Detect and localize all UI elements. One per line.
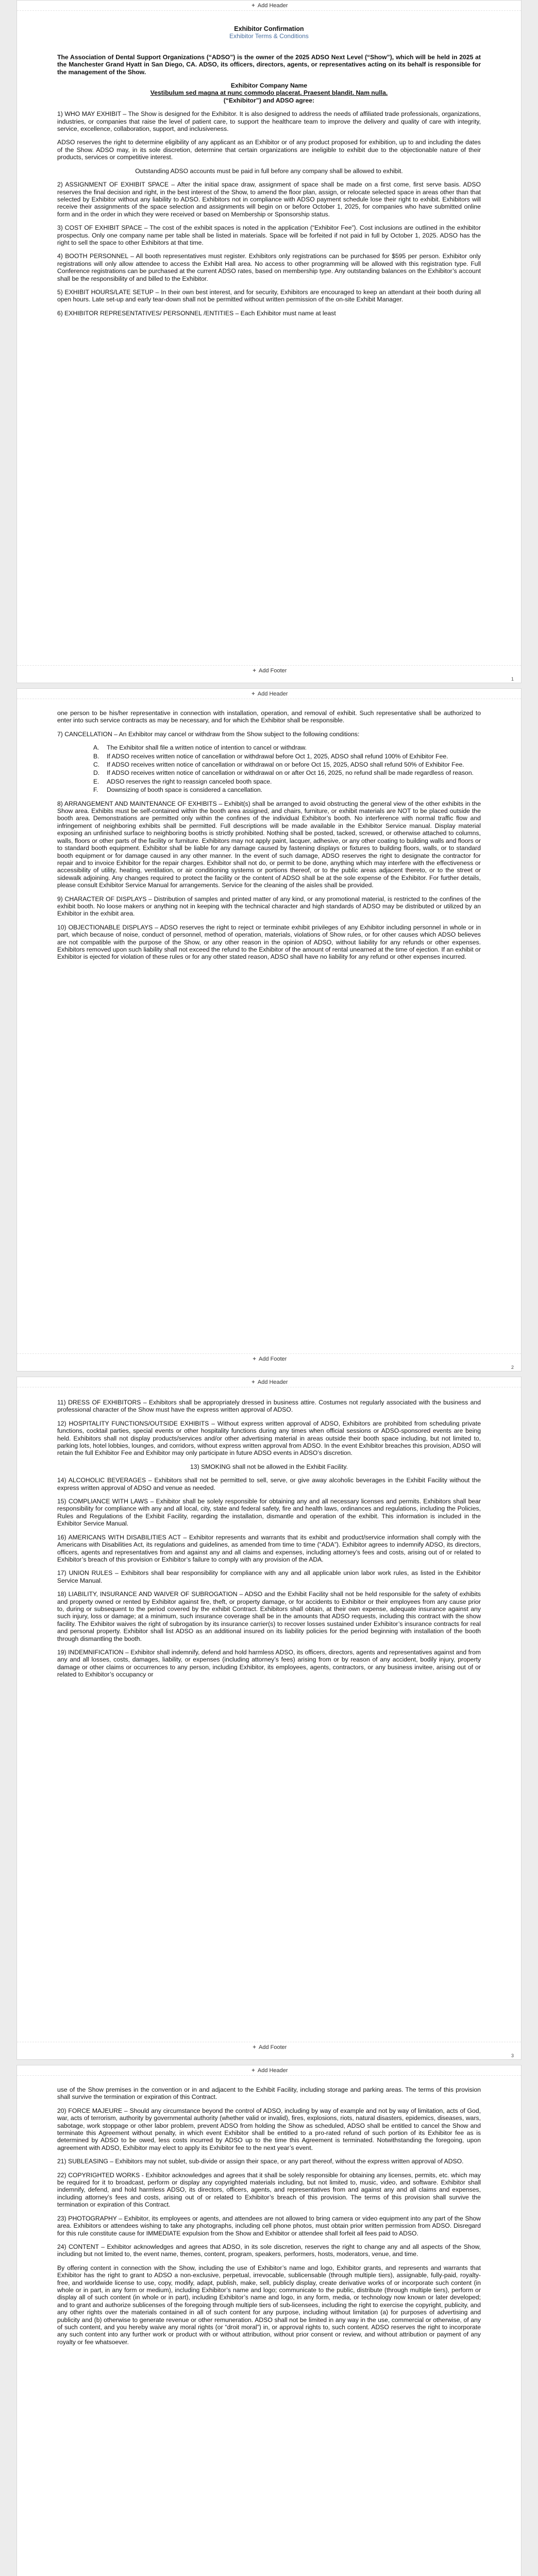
clause-22: 22) COPYRIGHTED WORKS - Exhibitor acknowledges and agrees that it shall be solely responsible for obtaining any licenses, permits, etc. which may be required for it to broadcast, perform or display any copyrighted materials including, but not limited to, music, video, and software. Exhibitor shall indemnify, defend, and hold harmless ADSO, its directors, officers, agents, and representatives from and against any and all claims and expenses, including attorney’s fees and costs, arising out of or related to Exhibitor’s breach of this provision. The terms of this provision shall survive the termination or expiration of this Contract. <box>57 2171 481 2209</box>
clause-16: 16) AMERICANS WITH DISABILITIES ACT – Exhibitor represents and warrants that its exhibit and product/service information shall comply with the Americans with Disabilities Act, its regulations and guidelines, as amended from time to time (“ADA”). Exhibitor agrees to indemnify ADSO, its directors, officers, agents and representatives from and against any and all claims and expenses, including attorney’s fees and costs, arising out of or related to Exhibitor’s breach of this provision or Exhibitor’s failure to comply with any provision of the ADA. <box>57 1533 481 1563</box>
clause-10: 10) OBJECTIONABLE DISPLAYS – ADSO reserves the right to reject or terminate exhibit privileges of any Exhibitor including personnel in whole or in part, which because of noise, conduct of personnel, method of operation, materials, violations of Show rules, or for other causes which ADSO believes are not compatible with the purpose of the Show, or any other reason in the opinion of ADSO, without liability for any refunds or other expenses. Exhibitors removed upon such liability shall not exceed the refund to the Exhibitor of the amount of rental unearned at the time of ejection. If an exhibit or Exhibitor is ejected for violation of these rules or for any other stated reason, ADSO shall have no liability for any refund or other expenses incurred. <box>57 923 481 961</box>
plus-icon: + <box>253 668 256 674</box>
clause-19b: use of the Show premises in the convention or in and adjacent to the Exhibit Facility, including storage and parking areas. The terms of this provision shall survive the termination or expiration of this Contract. <box>57 2086 481 2101</box>
clause-1: 1) WHO MAY EXHIBIT – The Show is designed for the Exhibitor. It is also designed to address the needs of affiliated trade professionals, organizations, industries, or companies that raise the level of patient care, to support the healthcare team to improve the delivery and quality of care with integrity, service, excellence, collaboration, support, and inclusiveness. <box>57 110 481 133</box>
add-header-button[interactable]: + Add Header <box>17 1377 521 1387</box>
document-page-3 <box>16 1377 522 2060</box>
add-footer-button[interactable]: + Add Footer <box>17 2042 521 2052</box>
clause-15: 15) COMPLIANCE WITH LAWS – Exhibitor shall be solely responsible for obtaining any and all necessary licenses and permits. Exhibitors shall bear responsibility for compliance with any and all local, city, state and federal safety, fire and health laws, ordinances and regulations, including the Policies, Rules and Regulations of the Exhibit Facility, regarding the installation, dismantle and operation of the exhibit. This information is included in the Exhibitor Service Manual. <box>57 1498 481 1528</box>
page-number: 1 <box>511 676 514 682</box>
list-item: A. The Exhibitor shall file a written notice of intention to cancel or withdraw. <box>93 744 307 752</box>
clause-1c: Outstanding ADSO accounts must be paid in full before any company shall be allowed to exhibit. <box>135 167 403 175</box>
plus-icon: + <box>251 1379 255 1385</box>
plus-icon: + <box>251 691 255 697</box>
document-subtitle: Exhibitor Terms & Conditions <box>229 32 309 40</box>
clause-20: 20) FORCE MAJEURE – Should any circumstance beyond the control of ADSO, including by way of example and not by way of limitation, acts of God, war, acts of terrorism, authority by governmental authority (whether valid or invalid), fires, explosions, riots, natural disasters, epidemics, diseases, wars, sabotage, work stoppage or other labor problem, prevent ADSO from holding the Show as scheduled, ADSO shall be entitled to cancel the Show and terminate this Agreement without penalty, in which event Exhibitor shall be entitled to a pro-rated refund of such portion of its Exhibitor fee as is determined by ADSO to be owed, less costs incurred by ADSO up to the time this Agreement is terminated. Notwithstanding the foregoing, upon agreement with ADSO, Exhibitor may elect to apply its Exhibitor fee to the next year’s event. <box>57 2107 481 2151</box>
plus-icon: + <box>253 1356 256 1362</box>
add-footer-button[interactable]: + Add Footer <box>17 1353 521 1364</box>
list-item: F. Downsizing of booth space is considered a cancellation. <box>93 786 263 794</box>
clause-19: 19) INDEMNIFICATION – Exhibitor shall indemnify, defend and hold harmless ADSO, its officers, directors, agents and representatives against and from any and all losses, costs, damages, liability, or expenses (including attorney’s fees) arising from or by reason of any accident, bodily injury, property damage or other claims or occurrences to any person, including Exhibitor, its employees, agents, contractors, or any business invitee, arising out of or related to Exhibitor’s occupancy or <box>57 1648 481 1679</box>
add-footer-button[interactable]: + Add Footer <box>17 665 521 675</box>
plus-icon: + <box>251 3 255 9</box>
clause-17: 17) UNION RULES – Exhibitors shall bear responsibility for compliance with any and all applicable union labor work rules, as listed in the Exhibitor Service Manual. <box>57 1569 481 1584</box>
list-item: E. ADSO reserves the right to reassign canceled booth space. <box>93 777 272 785</box>
clause-9: 9) CHARACTER OF DISPLAYS – Distribution of samples and printed matter of any kind, or any promotional material, is restricted to the confines of the exhibit booth. No loose makers or anything not in keeping with the technical character and high standards of ADSO may be distributed or utilized by an Exhibitor in the exhibit area. <box>57 895 481 918</box>
plus-icon: + <box>251 2067 255 2074</box>
add-header-button[interactable]: + Add Header <box>17 1 521 11</box>
clause-11: 11) DRESS OF EXHIBITORS – Exhibitors shall be appropriately dressed in business attire. Costumes not regularly associated with the business and professional character of the Show must have the express written approval of ADSO. <box>57 1399 481 1414</box>
clause-18: 18) LIABILITY, INSURANCE AND WAIVER OF SUBROGATION – ADSO and the Exhibit Facility shall not be held responsible for the safety of exhibits and property owned or rented by Exhibitor against fire, theft, or property damage, or for accidents to Exhibitor or their employees from any cause prior to, during or subsequent to the period covered by the exhibit Contract. Exhibitors shall obtain, at their own expense, adequate insurance against any such injury, loss or damage; at a minimum, such insurance coverage shall be in the amounts that ADSO requests, including this contract with the show facility. The Exhibitor waives the right of subrogation by its insurance carrier(s) to recover losses sustained under Exhibitor’s insurance contracts for real and personal property. Exhibitor shall list ADSO as an additional insured on its liability policies for the period beginning with installation of the booth through dismantling the booth. <box>57 1590 481 1642</box>
clause-7: 7) CANCELLATION – An Exhibitor may cancel or withdraw from the Show subject to the following conditions: <box>57 730 360 738</box>
clause-1b: ADSO reserves the right to determine eligibility of any applicant as an Exhibitor or of any product proposed for exhibition, up to and including the dates of the Show. ADSO may, in its sole discretion, determine that certain organizations are ineligible to exhibit due to the objectionable nature of their products, services or competitive interest. <box>57 139 481 161</box>
clause-13: 13) SMOKING shall not be allowed in the Exhibit Facility. <box>190 1463 348 1470</box>
page-number: 3 <box>511 2053 514 2058</box>
document-title: Exhibitor Confirmation <box>234 25 304 32</box>
list-item: D. If ADSO receives written notice of cancellation or withdrawal on or after Oct 16, 2025, no refund shall be made regardless of reason. <box>93 769 474 777</box>
clause-23: 23) PHOTOGRAPHY – Exhibitor, its employees or agents, and attendees are not allowed to bring camera or video equipment into any part of the Show area. Exhibitors or attendees wishing to take any photographs, including cell phone photos, must obtain prior written permission from ADSO. Disregard for this rule constitute cause for IMMEDIATE expulsion from the Show and Exhibitor or attendee shall forfeit all fees paid to ADSO. <box>57 2214 481 2237</box>
clause-14: 14) ALCOHOLIC BEVERAGES – Exhibitors shall not be permitted to sell, serve, or give away alcoholic beverages in the Exhibit Facility without the express written approval of ADSO and venue as needed. <box>57 1477 481 1492</box>
list-item: B. If ADSO receives written notice of cancellation or withdrawal before Oct 1, 2025, ADSO shall refund 100% of Exhibitor Fee. <box>93 752 448 760</box>
page-number: 2 <box>511 1365 514 1370</box>
list-item: C. If ADSO receives written notice of cancellation or withdrawal on or before Oct 15, 2025, ADSO shall refund 50% of Exhibitor Fee. <box>93 761 464 769</box>
clause-21: 21) SUBLEASING – Exhibitors may not sublet, sub-divide or assign their space, or any part thereof, without the express written approval of ADSO. <box>57 2158 464 2165</box>
company-name-line: Exhibitor Company Name <box>230 82 308 90</box>
plus-icon: + <box>253 2044 256 2050</box>
clause-24b: By offering content in connection with the Show, including the use of Exhibitor’s name and logo, Exhibitor grants, and represents and warrants that Exhibitor has the right to grant to ADSO a non-exclusive, perpetual, irrevocable, sublicensable (through multiple tiers), assignable, fully-paid, royalty-free, and worldwide license to use, copy, modify, adapt, publish, make, sell, publicly display, create derivative works of or incorporate such content (in whole or in part, in any form or medium), including Exhibitor’s name and logo; communicate to the public, distribute (through multiple tiers), perform or display all of such content (in whole or in part), including Exhibitor’s name and logo, in any form, media, or technology now known or later developed; and to grant and authorize sublicenses of the foregoing through multiple tiers of sub-licensees, including the right to exercise the copyright, publicity, and any other rights over the materials contained in all of such content for any purpose, including without limitation (a) for purposes of advertising and publicity and (b) otherwise to generate revenue or other remuneration. ADSO shall not be limited in any way in the use, commercial or otherwise, of any of such content, and you hereby waive any moral rights (or “droit moral”) in, or approval rights to, such content. ADSO reserves the right to incorporate any such content into any further work or product with or without attribution, without prior consent or review, and without attribution or payment of any royalty or fee whatsoever. <box>57 2264 481 2346</box>
document-page-1 <box>16 0 522 683</box>
clause-12: 12) HOSPITALITY FUNCTIONS/OUTSIDE EXHIBITS – Without express written approval of ADSO, Exhibitors are prohibited from scheduling private functions, cocktail parties, special events or other hospitality functions during any times when official sessions or ADSO-sponsored events are being held. Exhibitors shall not display products/services and/or other advertising material in areas outside their booth space including, but not limited to, parking lots, hotel lobbies, lounges, and corridors, without express written approval from ADSO. In the event Exhibitor breaches this provision, ADSO will retain the full Exhibitor Fee and Exhibitor may only participate in future ADSO events in ADSO’s discretion. <box>57 1419 481 1457</box>
intro-paragraph: The Association of Dental Support Organizations (“ADSO”) is the owner of the 2025 ADSO Next Level (“Show”), which will be held in 2025 at the Manchester Grand Hyatt in San Diego, CA. ADSO, its officers, directors, agents, or representatives acting on its behalf is responsible for the management of the Show. <box>57 53 481 76</box>
add-header-button[interactable]: + Add Header <box>17 689 521 699</box>
company-value-line: Vestibulum sed magna at nunc commodo placerat. Praesent blandit. Nam nulla. <box>150 89 388 97</box>
add-header-button[interactable]: + Add Header <box>17 2065 521 2076</box>
clause-8: 8) ARRANGEMENT AND MAINTENANCE OF EXHIBITS – Exhibit(s) shall be arranged to avoid obstructing the general view of the other exhibits in the Show area. Exhibits must be self-contained within the booth area assigned, and chairs, furniture, or exhibit materials are NOT to be placed outside the booth area. Demonstrations are permitted only within the confines of the individual Exhibitor’s booth. No interference with normal traffic flow and infringement of neighboring exhibits shall be permitted. Full descriptions will be made available in the Exhibitor Service manual. Display material exposing an unfinished surface to neighboring booths is strictly prohibited. Nothing shall be posted, tacked, screwed, or otherwise attached to columns, walls, floors or other parts of the facility or furniture. Exhibitors may not apply paint, lacquer, adhesive, or any other coating to building walls and floors or to standard booth equipment. Exhibitor shall be liable for any damage caused by fastening displays or fixtures to building floors, walls, or to standard booth equipment or for damage caused in any other manner. In the event of such damage, ADSO reserves the right to designate the contractor for repair and to invoice Exhibitor for the repair charges. Exhibitor shall not do, or permit to be done, anything which may interfere with the effectiveness or accessibility of utility, heating, ventilation, or air conditioning systems or portions thereof, or to the public areas adjacent thereto, or to the street or sidewalk adjoining. Any changes required to protect the facility or the content of ADSO shall be at the sole expense of the Exhibitor. For further details, please consult Exhibitor Service Manual for arrangements. Service for the cleaning of the aisles shall be provided. <box>57 800 481 889</box>
clause-3: 3) COST OF EXHIBIT SPACE – The cost of the exhibit spaces is noted in the application (“Exhibitor Fee”). Cost inclusions are outlined in the exhibitor prospectus. Only one company name per table shall be listed in materials. Space will be forfeited if not paid in full by October 1, 2025. ADSO has the right to sell the space to other Exhibitors at that time. <box>57 224 481 246</box>
clause-6: 6) EXHIBITOR REPRESENTATIVES/ PERSONNEL /ENTITIES – Each Exhibitor must name at least <box>57 309 336 317</box>
clause-6b: one person to be his/her representative in connection with installation, operation, and removal of exhibit. Such representative shall be authorized to enter into such service contracts as may be necessary, and for which the Exhibitor shall be responsible. <box>57 709 481 724</box>
clause-24: 24) CONTENT – Exhibitor acknowledges and agrees that ADSO, in its sole discretion, reserves the right to change any and all aspects of the Show, including but not limited to, the event name, themes, content, program, speakers, performers, hosts, moderators, venue, and time. <box>57 2243 481 2258</box>
clause-2: 2) ASSIGNMENT OF EXHIBIT SPACE – After the initial space draw, assignment of space shall be made on a first come, first serve basis. ADSO reserves the final decision and right, in the best interest of the Show, to amend the floor plan, assign, or relocate selected space in areas other than that selected by Exhibitor without any liability to ADSO. Exhibitors not in compliance with ADSO payment schedule lose their right to exhibit. Exhibitors will receive their assignments of the space selection and assignments will begin on or before October 1, 2025, for companies who have submitted online form and in the order in which they were received or based on Membership or Sponsorship status. <box>57 181 481 218</box>
clause-5: 5) EXHIBIT HOURS/LATE SETUP – In their own best interest, and for security, Exhibitors are encouraged to keep an attendant at their booth during all open hours. Late set-up and early tear-down shall not be permitted without written permission of the on-site Exhibit Manager. <box>57 288 481 303</box>
document-page-4 <box>16 2065 522 2576</box>
clause-4: 4) BOOTH PERSONNEL – All booth representatives must register. Exhibitors only registrations can be purchased for $595 per person. Exhibitor only registrations will only allow attendee to access the Exhibit Hall area. No access to other programming will be allowed with this registration type. Full Conference registrations can be purchased at the current ADSO rates, based on membership type. Any outstanding balances on the Exhibitor’s account shall be the responsibility of and billed to the Exhibitor. <box>57 252 481 282</box>
document-page-2 <box>16 688 522 1371</box>
agree-line: (“Exhibitor”) and ADSO agree: <box>223 96 315 104</box>
